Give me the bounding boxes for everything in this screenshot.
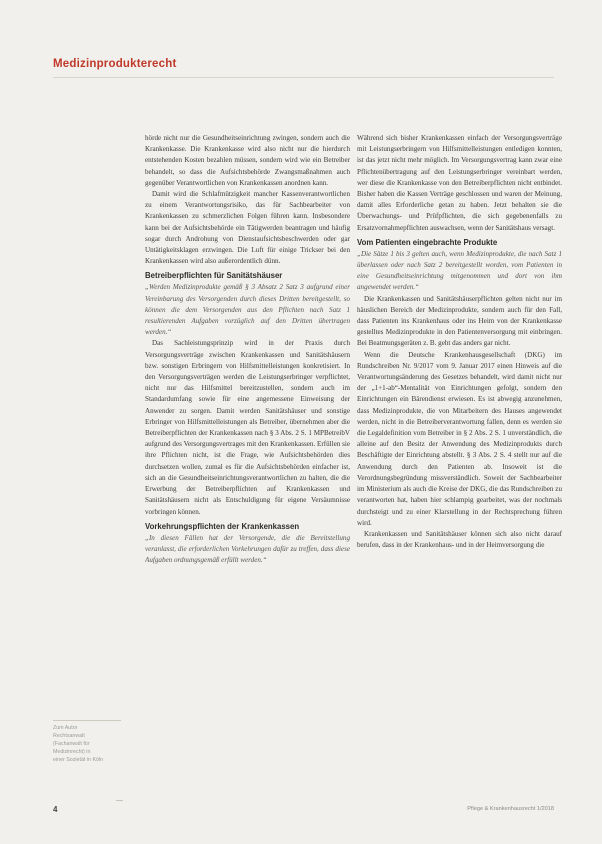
right-text-column <box>357 133 562 833</box>
header-divider <box>53 77 554 78</box>
body-paragraph: Damit wird die Schlafmützigkeit mancher Kassenverantwortlichen zu einem Verantwortungsrisiko, das für Sachbearbeiter von Krankenkassen zu schmerzlichen Folgen führen kann. Insbesondere kann bei der Aufsichtsbehörde ein Tätigwerden beantragen und häufig sogar durch Androhung von Dienstaufsichtsbeschwerden oder gar Untätigkeitsklagen erzwingen. Die Luft für einige Trickser bei den Krankenkassen wird also außerordentlich dünn. <box>145 190 350 266</box>
body-paragraph: hörde nicht nur die Gesundheitseinrichtung zwingen, sondern auch die Krankenkasse. Die Krankenkasse wird also nicht nur die hierdurch entstehenden Kosten bezahlen müssen, sondern wird wie ein Betreiber behandelt, so dass die Aufsichtsbehörde Zwangsmaßnahmen auch gegenüber Verantwortlichen von Krankenkassen anordnen kann. <box>145 134 350 187</box>
sidenote-line: einer Sozietät in Köln <box>53 757 104 763</box>
subheading-betreiberpflichten: Betreiberpflichten für Sanitätshäuser <box>145 271 283 281</box>
journal-footer: Pflege & Krankenhausrecht 1/2018 <box>467 806 554 812</box>
sidenote-line: Zum Autor <box>53 725 78 731</box>
statute-quote: „In diesen Fällen hat der Versorgende, die die Bereitstellung veranlasst, die erforderlichen Vorkehrungen dafür zu treffen, dass diese Aufgaben ordnungsgemäß erfüllt werden.“ <box>145 533 350 565</box>
statute-quote: „Die Sätze 1 bis 3 gelten auch, wenn Medizinprodukte, die nach Satz 1 überlassen oder nach Satz 2 bereitgestellt worden, vom Patienten in eine Gesundheitseinrichtung mitgenommen und dort von ihm angewendet werden.“ <box>357 249 562 292</box>
body-paragraph: Wenn die Deutsche Krankenhausgesellschaft (DKG) im Rundschreiben Nr. 9/2017 vom 9. Januar 2017 einen Hinweis auf die Verantwortungsänderung des Gesetzes behandelt, wird damit nicht nur der „1+1-ab“-Mentalität von Einrichtungen gefolgt, sondern den Einrichtungen ein Bärendienst erwiesen. Es ist abwegig anzunehmen, dass Medizinprodukte, die von Mitarbeitern des Hauses angewendet werden, nicht in die Betreiberverantwortung fallen, denn es werden sie die Legaldefinition vom Betreiber in § 2 Abs. 2 S. 1 unverständlich, die alleine auf den Besitz der Anwendung des Medizinprodukts durch Beschäftigte der Einrichtung abstellt. § 3 Abs. 2 S. 4 stellt nur auf die Anwendung durch den Patienten ab. Insoweit ist die Verordnungsbegründung missverständlich. Soweit der Sachbearbeiter im Ministerium als auch die Kreise der DKG, die das Rundschreiben zu verantworten hat, haben hier schlampig gearbeitet, was der nochmals durchsteigt und zu einer Klarstellung in der Rechtsprechung führen wird. <box>357 350 562 527</box>
sidenote-line: (Fachanwalt für <box>53 741 90 747</box>
body-paragraph: Während sich bisher Krankenkassen einfach der Versorgungsverträge mit Leistungserbringern von Hilfsmittelleistungen entledigen konnten, ist das jetzt nicht mehr möglich. Im Versorgungsvertrag kann zwar eine Pflichtenübertragung auf den Leistungserbringer vereinbart werden, wer diese die Krankenkasse von den Betreiberpflichten nicht entbindet. Bisher haben die Kassen Verträge geschlossen und waren der Meinung, damit alles Erforderliche getan zu haben. Jetzt behalten sie die Überwachungs- und Prüfpflichten, die sich gegebenenfalls zu Ersatzvornahmepflichten auswachsen, wenn der Sanitätshaus versagt. <box>357 134 562 232</box>
sidenote-line: Rechtsanwalt <box>53 733 85 739</box>
subheading-patienten-produkte: Vom Patienten eingebrachte Produkte <box>357 237 498 247</box>
statute-quote: „Werden Medizinprodukte gemäß § 3 Absatz 2 Satz 3 aufgrund einer Vereinbarung des Versorgenden durch dieses Dritten bereitgestellt, so können die dem Versorgenden aus den Pflichten nach Satz 1 resultierenden Aufgaben vorzüglich auf den Dritten übertragen werden.“ <box>145 283 350 337</box>
author-sidenote <box>53 720 121 764</box>
footer-dash <box>116 800 123 801</box>
sidenote-line: Medizinrecht) in <box>53 749 91 755</box>
body-paragraph: Krankenkassen und Sanitätshäuser können sich also nicht darauf berufen, dass in der Krankenhaus- und in der Heimversorgung die <box>357 529 562 550</box>
sidenote-divider <box>53 720 121 721</box>
page-number: 4 <box>53 805 58 814</box>
body-paragraph: Die Krankenkassen und Sanitätshäuserpflichten gelten nicht nur im häuslichen Bereich der Medizinprodukte, sondern auch für den Fall, dass Patienten ins Krankenhaus oder ins Heim von der Krankenkasse gestelltes Medizinprodukte in den Patientenversorgung mit einbringen. Bei Beatmungsgeräten z. B. geht das anders gar nicht. <box>357 294 562 348</box>
left-text-column <box>145 133 350 785</box>
body-paragraph: Das Sachleistungsprinzip wird in der Praxis durch Versorgungsverträge zwischen Krankenkassen und Sanitätshäusern bzw. sonstigen Erbringern von Hilfsmittelleistungen konkretisiert. In den Versorgungsverträgen werden die Leistungserbringer verpflichtet, nicht nur das Hilfsmittel bereitzustellen, sondern auch im Standardumfang sowie für eine angemessene Einweisung der Anwender zu sorgen. Damit werden Sanitätshäuser und sonstige Erbringer von Hilfsmittelleistungen als Betreiber, übernehmen aber die Betreiberpflichten der Krankenkassen nach § 3 Abs. 2 S. 1 MPBetreibV aufgrund des Versorgungsvertrages mit den Krankenkassen. Erfüllen sie ihre Pflichten nicht, ist die Frage, wie Aufsichtsbehörden dies durchsetzen wollen, zumal es für die Aufsichtsbehörden einfacher ist, sich an die Gesundheitseinrichtungsverantwortlichen zu halten, die die Erwerbung der Betreiberpflichten auf Krankenkassen und Sanitätshäusern nicht als Entschuldigung für eigene Versäumnisse vorbringen können. <box>145 339 350 516</box>
subheading-vorkehrungspflichten: Vorkehrungspflichten der Krankenkassen <box>145 521 300 531</box>
section-heading: Medizinprodukterecht <box>53 58 177 70</box>
